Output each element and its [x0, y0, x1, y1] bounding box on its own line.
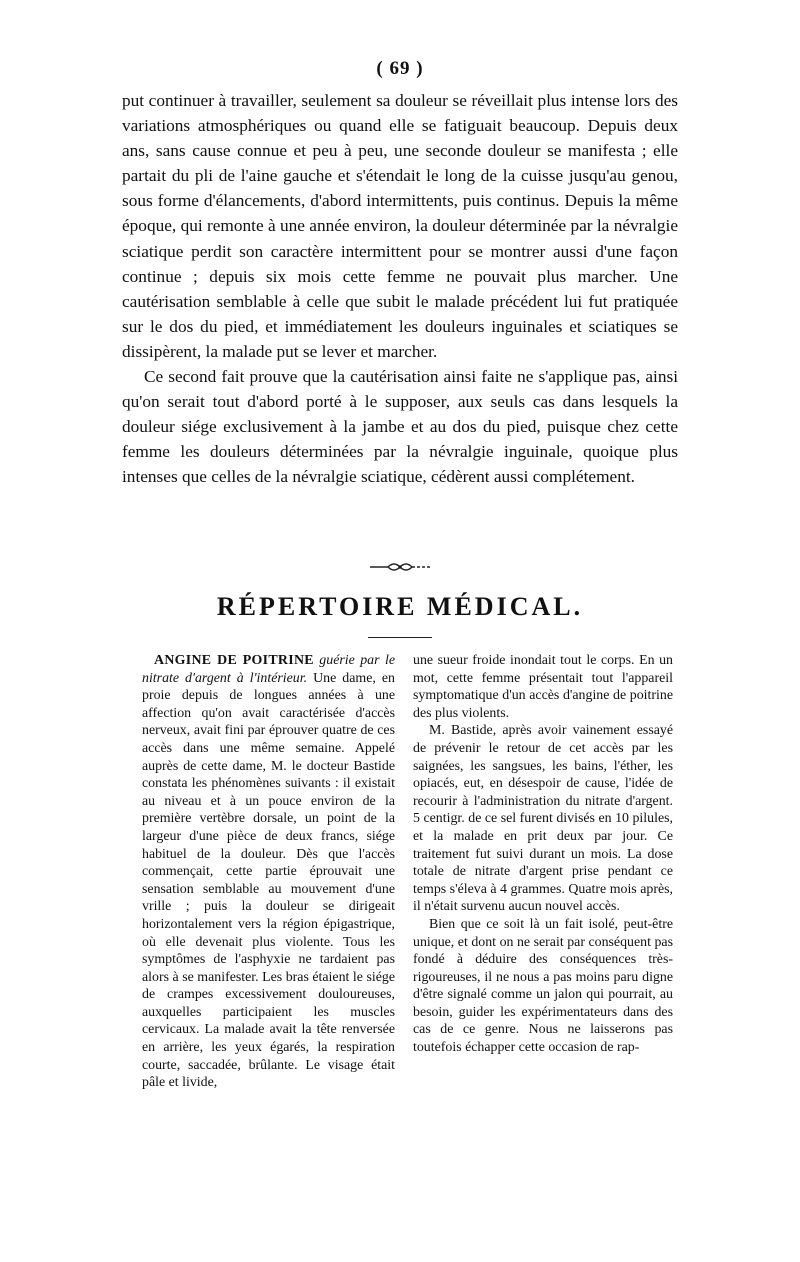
section-title: RÉPERTOIRE MÉDICAL.: [216, 592, 584, 621]
page-number: ( 69 ): [376, 58, 424, 79]
intro-text: [122, 88, 678, 490]
title-rule: [368, 637, 432, 638]
intro-paragraph: put continuer à travailler, seulement sa douleur se réveillait plus intense lors des variations atmosphériques ou quand elle se fatiguait beaucoup. Depuis deux ans, sans cause connue et peu à peu, une seconde douleur se manifesta ; elle partait du pli de l'aine gauche et s'étendait le long de la cuisse jusqu'au genou, sous forme d'élancements, d'abord intermittents, puis continus. Depuis la même époque, qui remonte à une année environ, la douleur déterminée par la névralgie sciatique perdit son caractère intermittent pour se montrer aussi d'une façon continue ; depuis six mois cette femme ne pouvait plus marcher. Une cautérisation semblable à celle que subit le malade précédent lui fut pratiquée sur le dos du pied, et immédiatement les douleurs inguinales et sciatiques se dissipèrent, la malade put se lever et marcher.: [122, 91, 678, 361]
article-text: Une dame, en proie depuis de longues années à une affection qu'on avait caractérisée d'accès nerveux, avait fini par éprouver quatre de ces accès dans une même semaine. Appelé auprès de cette dame, M. le docteur Bastide constata les phénomènes suivants : il existait au niveau et à un pouce environ de la première vertèbre dorsale, un point de la largeur d'une pièce de deux francs, siége habituel de la douleur. Dès que l'accès commençait, cette partie éprouvait une sensation semblable au mouvement d'une vrille ; puis la douleur se dirigeait horizontalement vers la région épigastrique, où elle devenait plus violente. Tous les symptômes de l'asphyxie ne tardaient pas alors à se manifester. Les bras étaient le siége de crampes excessivement douloureuses, auxquelles participaient les muscles cervicaux. La malade avait la tête renversée en arrière, les yeux égarés, la respiration courte, saccadée, brûlante. Le visage était pâle et livide,: [142, 670, 395, 1091]
article-left-column: [142, 652, 395, 1092]
article-title: ANGINE DE POITRINE: [154, 653, 314, 668]
article-subtitle: guérie par le nitrate d'argent à l'intérieur.: [142, 653, 395, 686]
article-paragraph: Bien que ce soit là un fait isolé, peut-être unique, et dont on ne serait par conséquent pas fondé à déduire des conséquences très-rigoureuses, il ne nous a pas moins paru digne d'être signalé comme un jalon qui pourrait, au besoin, guider les expérimentateurs dans des cas de ce genre. Nous ne laisserons pas toutefois échapper cette occasion de rap-: [413, 916, 673, 1056]
intro-paragraph: Ce second fait prouve que la cautérisation ainsi faite ne s'applique pas, ainsi qu'on serait tout d'abord porté à le supposer, aux seuls cas dans lesquels la douleur siége exclusivement à la jambe et au dos du pied, puisque chez cette femme les douleurs déterminées par la névralgie inguinale, quoique plus intenses que celles de la névralgie sciatique, cédèrent aussi complétement.: [122, 367, 678, 487]
ornament-divider: [368, 560, 432, 574]
article-paragraph: M. Bastide, après avoir vainement essayé de prévenir le retour de cet accès par les saignées, les sangsues, les bains, l'éther, les opiacés, eut, en désespoir de cause, l'idée de recourir à l'administration du nitrate d'argent. 5 centigr. de ce sel furent divisés en 10 pilules, et la malade en prit deux par jour. Ce traitement fut suivi durant un mois. La dose totale de nitrate d'argent prise pendant ce temps s'éleva à 4 grammes. Quatre mois après, il n'était survenu aucun nouvel accès.: [413, 723, 673, 915]
article-right-column: [413, 652, 673, 1057]
article-paragraph: une sueur froide inondait tout le corps. En un mot, cette femme présentait tout l'appareil symptomatique d'un accès d'angine de poitrine des plus violents.: [413, 653, 673, 721]
